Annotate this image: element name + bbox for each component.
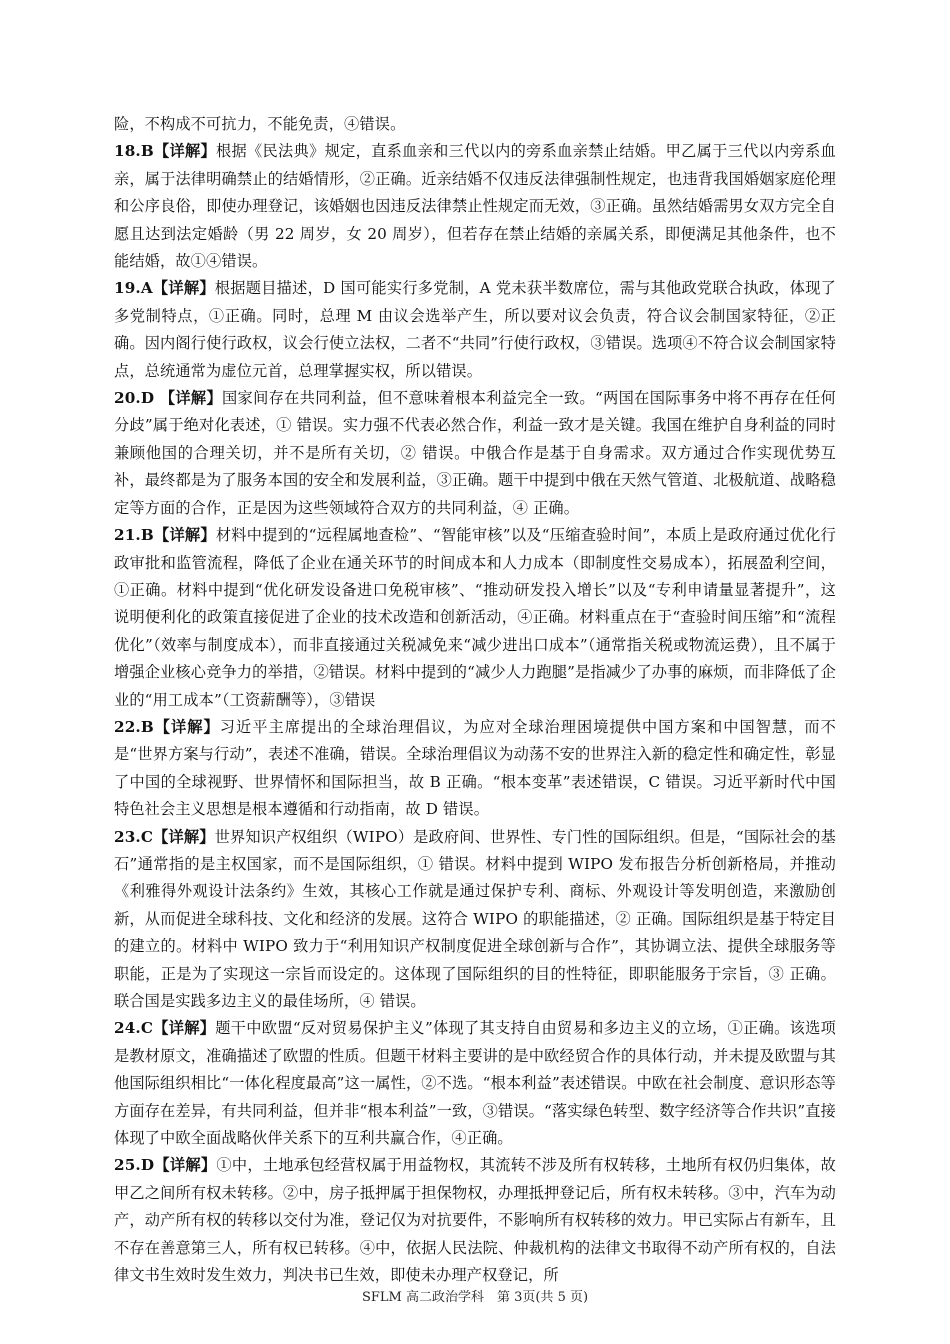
answer-item-19: [114, 275, 836, 385]
answer-item-23: [114, 824, 836, 1016]
item-text: 国家间存在共同利益，但不意味着根本利益完全一致。“两国在国际事务中将不再存在任何分歧”属于绝对化表述，① 错误。实力强不代表必然合作，利益一致才是关键。我国在维护自身利益的同时兼顾他国的合理关切，并不是所有关切，② 错误。中俄合作是基于自身需求。双方通过合作实现优势互补，最终都是为了服务本国的安全和发展利益，③正确。题干中提到中俄在天然气管道、北极航道、战略稳定等方面的合作，正是因为这些领域符合双方的共同利益，④ 正确。: [114, 389, 836, 517]
item-heading: 22.B【详解】: [114, 717, 220, 736]
answer-explanations: [114, 111, 836, 1289]
answer-item-25: [114, 1152, 836, 1289]
item-text: 根据《民法典》规定，直系血亲和三代以内的旁系血亲禁止结婚。甲乙属于三代以内旁系血亲，属于法律明确禁止的结婚情形，②正确。近亲结婚不仅违反法律强制性规定，也违背我国婚姻家庭伦理和公序良俗，即使办理登记，该婚姻也因违反法律禁止性规定而无效，③正确。虽然结婚需男女双方完全自愿且达到法定婚龄（男 22 周岁，女 20 周岁），但若存在禁止结婚的亲属关系，即便满足其他条件，也不能结婚，故①④错误。: [114, 142, 837, 271]
item-heading: 20.D 【详解】: [114, 389, 222, 408]
answer-item-18: [114, 138, 836, 275]
item-heading: 23.C【详解】: [114, 827, 215, 846]
item-text: 根据题目描述，D 国可能实行多党制，A 党未获半数席位，需与其他政党联合执政，体现了多党制特点，①正确。同时，总理 M 由议会选举产生，所以要对议会负责，符合议会制国家特征，②正确。因内阁行使行政权，议会行使立法权，二者不“共同”行使行政权，③错误。选项④不符合议会制国家特点，总统通常为虚位元首，总理掌握实权，所以错误。: [114, 279, 836, 380]
item-heading: 21.B【详解】: [114, 526, 216, 545]
item-heading: 18.B【详解】: [114, 142, 217, 161]
answer-item-21: [114, 522, 836, 714]
item-heading: 24.C【详解】: [114, 1019, 216, 1038]
page-footer: SFLM 高二政治学科 第 3页(共 5 页): [361, 1290, 589, 1305]
item-heading: 19.A【详解】: [114, 279, 215, 298]
item-heading: 25.D【详解】: [114, 1156, 217, 1175]
item-text: 世界知识产权组织（WIPO）是政府间、世界性、专门性的国际组织。但是，“国际社会的基石”通常指的是主权国家，而不是国际组织，① 错误。材料中提到 WIPO 发布报告分析创新格局，并推动《利雅得外观设计法条约》生效，其核心工作就是通过保护专利、商标、外观设计等发明创造，来激励创新，从而促进全球科技、文化和经济的发展。这符合 WIPO 的职能描述，② 正确。国际组织是基于特定目的建立的。材料中 WIPO 致力于“利用知识产权制度促进全球创新与合作”，其协调立法、提供全球服务等职能，正是为了实现这一宗旨而设定的。这体现了国际组织的目的性特征，即职能服务于宗旨，③ 正确。联合国是实践多边主义的最佳场所，④ 错误。: [114, 827, 836, 1010]
item-text: ①中，土地承包经营权属于用益物权，其流转不涉及所有权转移，土地所有权仍归集体，故甲乙之间所有权未转移。②中，房子抵押属于担保物权，办理抵押登记后，所有权未转移。③中，汽车为动产，动产所有权的转移以交付为准，登记仅为对抗要件，不影响所有权转移的效力。甲已实际占有新车，且不存在善意第三人，所有权已转移。④中，依据人民法院、仲裁机构的法律文书取得不动产所有权的，自法律文书生效时发生效力，判决书已生效，即使未办理产权登记，所: [114, 1156, 837, 1285]
item-text: 材料中提到的“远程属地查检”、“智能审核”以及“压缩查验时间”，本质上是政府通过优化行政审批和监管流程，降低了企业在通关环节的时间成本和人力成本（即制度性交易成本），拓展盈利空间，①正确。材料中提到“优化研发设备进口免税审核”、“推动研发投入增长”以及“专利申请量显著提升”，这说明便利化的政策直接促进了企业的技术改造和创新活动，④正确。材料重点在于“查验时间压缩”和“流程优化”（效率与制度成本），而非直接通过关税减免来“减少进出口成本”（通常指关税或物流运费），且不属于增强企业核心竞争力的举措，②错误。材料中提到的“减少人力跑腿”是指减少了办事的麻烦，而非降低了企业的“用工成本”（工资薪酬等），③错误: [114, 526, 836, 709]
item-text: 习近平主席提出的全球治理倡议，为应对全球治理困境提供中国方案和中国智慧，而不是“世界方案与行动”，表述不准确，错误。全球治理倡议为动荡不安的世界注入新的稳定性和确定性，彰显了中国的全球视野、世界情怀和国际担当，故 B 正确。“根本变革”表述错误，C 错误。习近平新时代中国特色社会主义思想是根本遵循和行动指南，故 D 错误。: [114, 717, 836, 819]
answer-item-24: [114, 1015, 836, 1152]
answer-item-22: [114, 714, 836, 824]
item-text: 题干中欧盟“反对贸易保护主义”体现了其支持自由贸易和多边主义的立场，①正确。该选项是教材原文，准确描述了欧盟的性质。但题干材料主要讲的是中欧经贸合作的具体行动，并未提及欧盟与其他国际组织相比“一体化程度最高”这一属性，②不选。“根本利益”表述错误。中欧在社会制度、意识形态等方面存在差异，有共同利益，但并非“根本利益”一致，③错误。“落实绿色转型、数字经济等合作共识”直接体现了中欧全面战略伙伴关系下的互利共赢合作，④正确。: [114, 1019, 836, 1148]
intro-continuation: 险，不构成不可抗力，不能免责，④错误。: [114, 115, 406, 133]
answer-item-20: [114, 385, 836, 522]
